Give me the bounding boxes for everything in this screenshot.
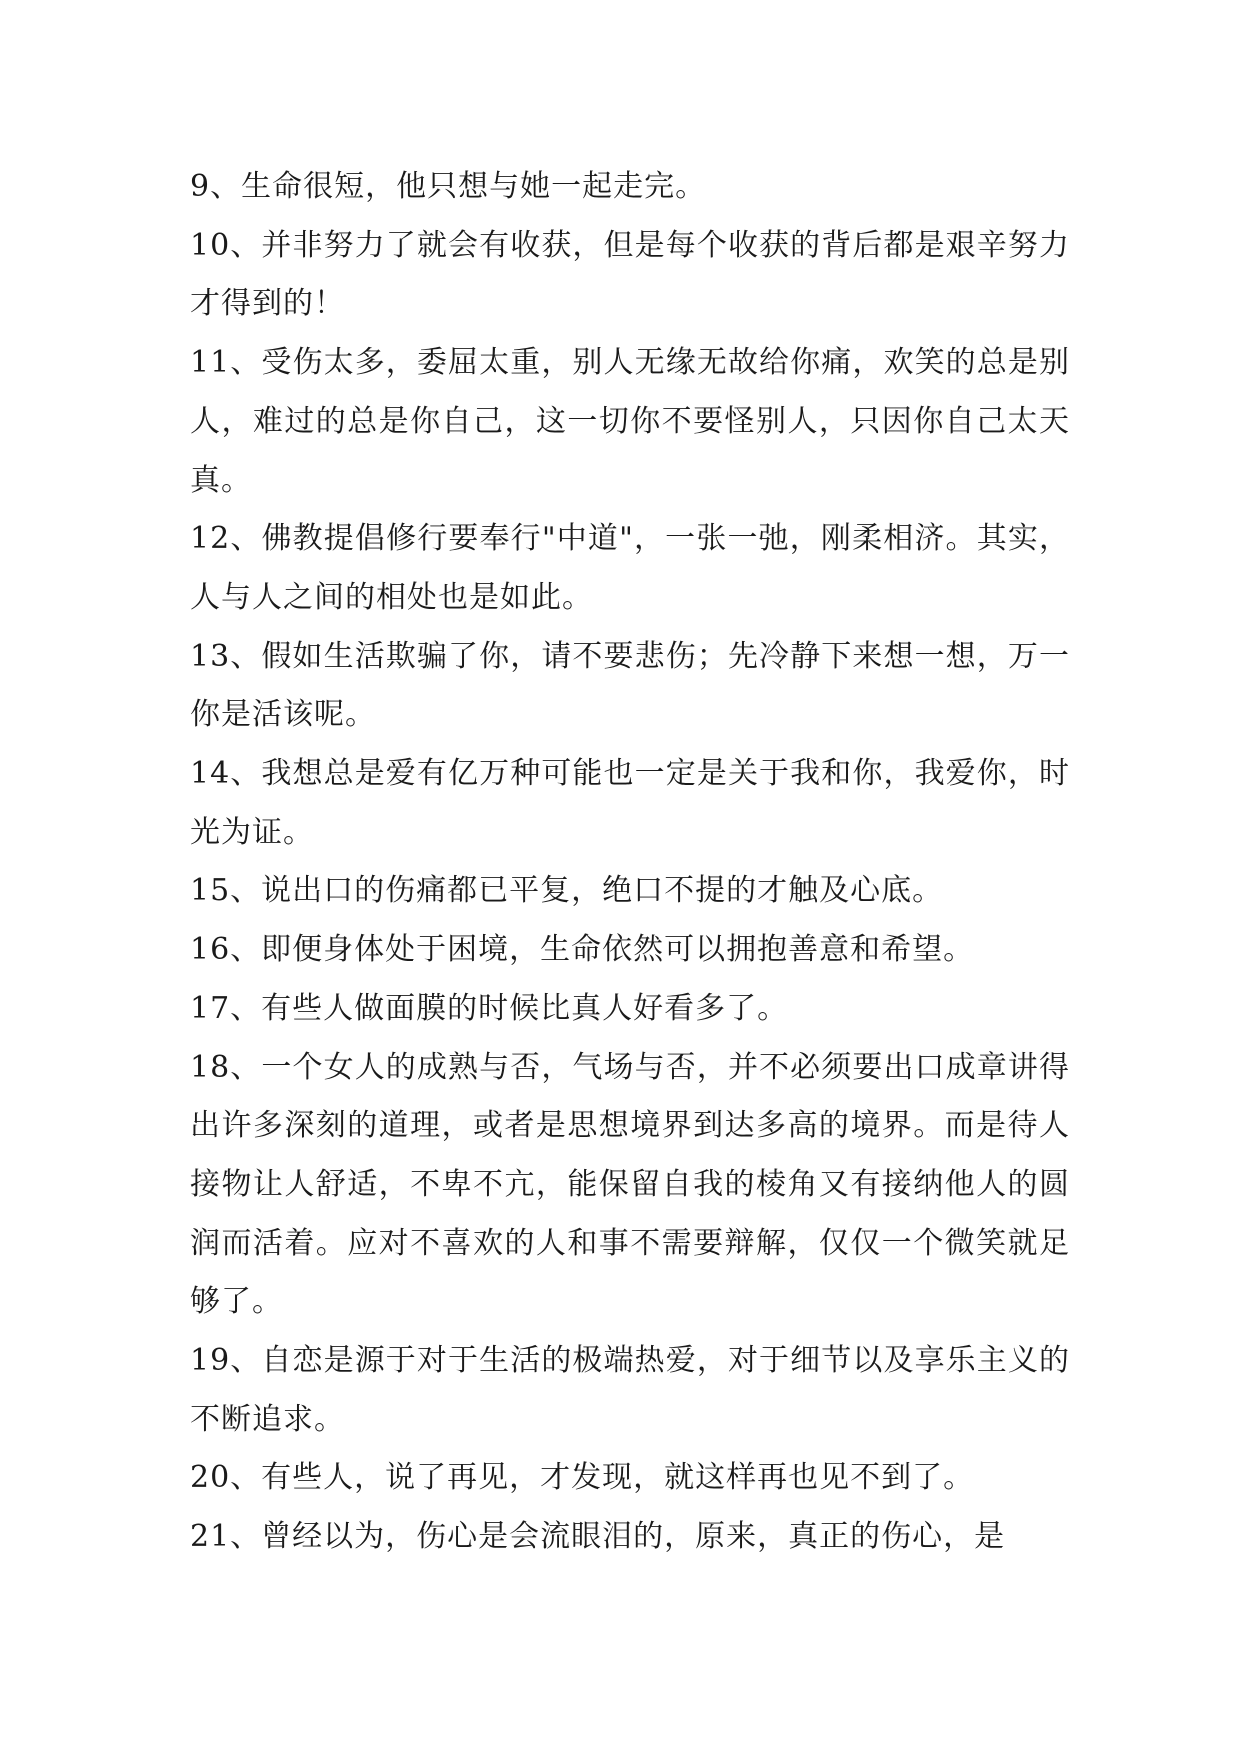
paragraph-9: 9、生命很短，他只想与她一起走完。	[190, 169, 707, 204]
paragraph-13: 13、假如生活欺骗了你，请不要悲伤；先冷静下来想一想，万一你是活该呢。	[190, 638, 1070, 733]
paragraph-12: 12、佛教提倡修行要奉行"中道"，一张一弛，刚柔相济。其实，人与人之间的相处也是如此。	[190, 521, 1070, 615]
paragraph-10: 10、并非努力了就会有收获，但是每个收获的背后都是艰辛努力才得到的！	[190, 227, 1070, 322]
paragraph-19: 19、自恋是源于对于生活的极端热爱，对于细节以及享乐主义的不断追求。	[190, 1343, 1070, 1437]
paragraph-15: 15、说出口的伤痛都已平复，绝口不提的才触及心底。	[190, 873, 944, 909]
paragraph-21: 21、曾经以为，伤心是会流眼泪的，原来，真正的伤心，是	[190, 1519, 1006, 1555]
paragraph-14: 14、我想总是爱有亿万种可能也一定是关于我和你，我爱你，时光为证。	[190, 756, 1070, 850]
paragraph-18: 18、一个女人的成熟与否，气场与否，并不必须要出口成章讲得出许多深刻的道理，或者是思想境界到达多高的境界。而是待人接物让人舒适，不卑不亢，能保留自我的棱角又有接纳他人的圆润而活着。应对不喜欢的人和事不需要辩解，仅仅一个微笑就足够了。	[190, 1049, 1070, 1320]
paragraph-20: 20、有些人，说了再见，才发现，就这样再也见不到了。	[190, 1460, 975, 1496]
document-body	[190, 158, 1070, 1567]
paragraph-17: 17、有些人做面膜的时候比真人好看多了。	[190, 990, 789, 1026]
paragraph-16: 16、即便身体处于困境，生命依然可以拥抱善意和希望。	[190, 932, 975, 968]
paragraph-11: 11、受伤太多，委屈太重，别人无缘无故给你痛，欢笑的总是别人，难过的总是你自己，这一切你不要怪别人，只因你自己太天真。	[190, 345, 1070, 498]
